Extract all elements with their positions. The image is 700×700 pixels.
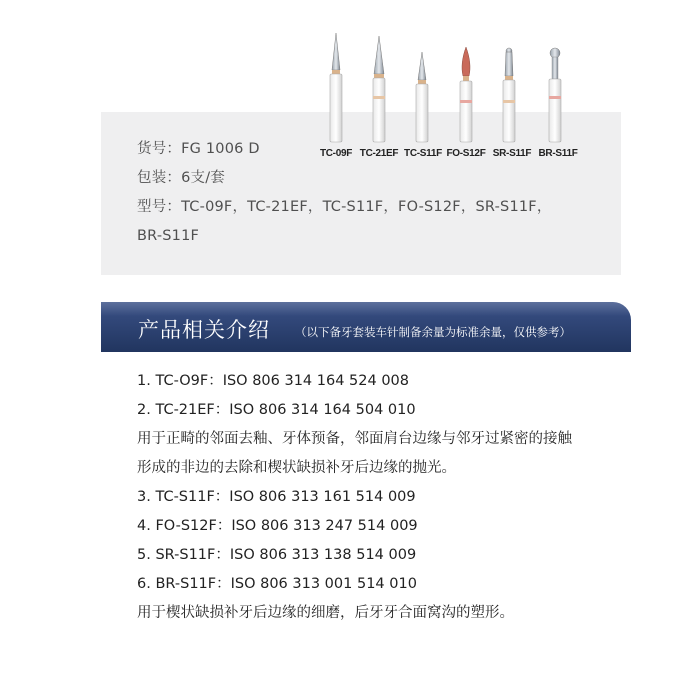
- description-line: 用于楔状缺损补牙后边缘的细磨，后牙牙合面窝沟的塑形。: [137, 605, 514, 621]
- product-description: [137, 367, 572, 628]
- description-line: 6. BR-S11F：ISO 806 313 001 514 010: [137, 576, 417, 592]
- bur-label-br-s11f: BR-S11F: [538, 148, 578, 159]
- model-list-line-2: BR-S11F: [137, 228, 200, 244]
- description-line: 1. TC-O9F：ISO 806 314 164 524 008: [137, 373, 410, 389]
- description-line: 2. TC-21EF：ISO 806 314 164 504 010: [137, 402, 416, 418]
- bur-label-fo-s12f: FO-S12F: [446, 148, 486, 159]
- bur-tc-09f-icon: [330, 33, 342, 142]
- bur-tc-s11f-icon: [416, 52, 428, 142]
- section-banner: [101, 302, 631, 352]
- description-line: 形成的非边的去除和楔状缺损补牙后边缘的抛光。: [137, 460, 456, 476]
- description-line: 4. FO-S12F：ISO 806 313 247 514 009: [137, 518, 418, 534]
- bur-br-s11f-icon: [549, 48, 561, 142]
- description-line: 用于正畸的邻面去釉、牙体预备，邻面肩台边缘与邻牙过紧密的接触: [137, 431, 572, 447]
- bur-label-tc-09f: TC-09F: [319, 148, 353, 159]
- bur-label-sr-s11f: SR-S11F: [492, 148, 532, 159]
- bur-label-tc-s11f: TC-S11F: [404, 148, 442, 159]
- bur-tc-21ef-icon: [373, 36, 385, 142]
- bur-sr-s11f-icon: [503, 48, 515, 142]
- item-number: 货号：FG 1006 D: [137, 141, 260, 157]
- bur-illustrations: [318, 30, 588, 166]
- model-list-line-1: 型号：TC-09F，TC-21EF，TC-S11F，FO-S12F，SR-S11F，: [137, 199, 552, 215]
- section-title: 产品相关介绍: [138, 318, 270, 342]
- description-line: 5. SR-S11F：ISO 806 313 138 514 009: [137, 547, 417, 563]
- description-line: 3. TC-S11F：ISO 806 313 161 514 009: [137, 489, 416, 505]
- bur-fo-s12f-icon: [460, 47, 472, 142]
- section-subtitle: （以下备牙套装车针制备余量为标准余量，仅供参考）: [295, 325, 571, 339]
- bur-label-tc-21ef: TC-21EF: [359, 148, 399, 159]
- package-info: 包装：6支/套: [137, 170, 226, 186]
